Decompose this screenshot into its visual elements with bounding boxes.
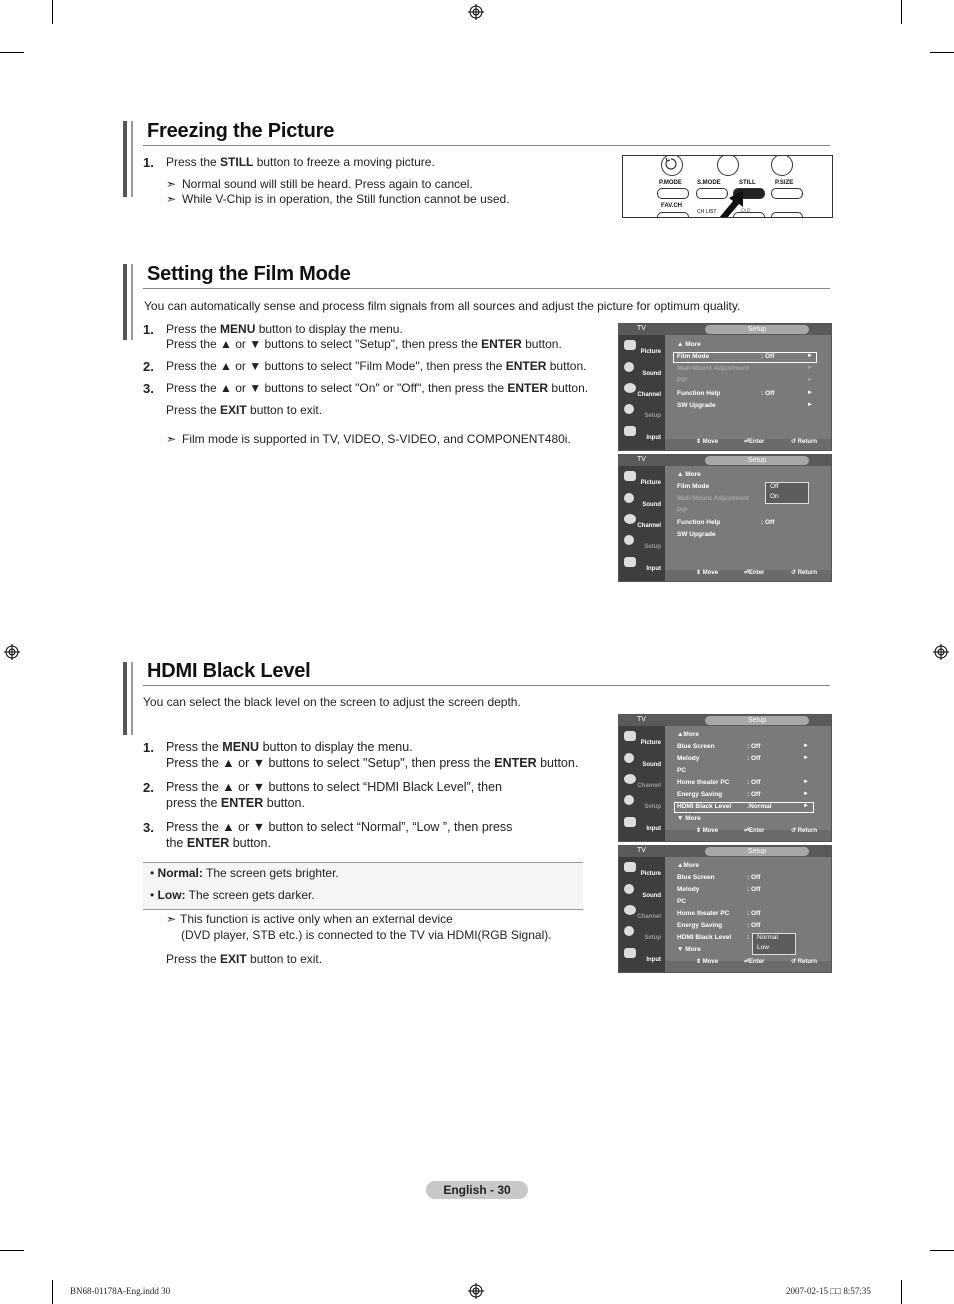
- note-arrow-icon: ➣: [166, 177, 177, 191]
- menu-side-item: Picture: [621, 337, 663, 357]
- step-text: Press the ▲ or ▼ buttons to select "Film Mode", then press the ENTER button.: [166, 359, 587, 373]
- crop-mark: [52, 0, 53, 24]
- menu-value: : Off: [761, 519, 775, 526]
- channel-icon: [624, 774, 636, 784]
- note-text: ➣ This function is active only when an external device: [166, 912, 453, 926]
- picture-icon: [624, 731, 636, 741]
- menu-footer-enter: ⏎Enter: [744, 439, 765, 445]
- intro-text: You can select the black level on the screen to adjust the screen depth.: [143, 695, 521, 709]
- option-selected: Normal: [757, 934, 778, 941]
- arrow-right-icon: ►: [803, 791, 809, 797]
- section-bar: [131, 662, 133, 735]
- remote-label: CH LIST: [697, 209, 717, 215]
- step-number: 2.: [143, 780, 154, 795]
- arrow-right-icon: ►: [807, 390, 813, 396]
- arrow-right-icon: ►: [803, 803, 809, 809]
- menu-row: Home theater PC: [677, 779, 730, 786]
- note-text: (DVD player, STB etc.) is connected to the TV via HDMI(RGB Signal).: [181, 928, 552, 942]
- section-bar: [131, 264, 133, 340]
- step-text: Press the EXIT button to exit.: [166, 403, 323, 417]
- bullet-item: • Normal: The screen gets brighter.: [150, 866, 339, 880]
- picture-icon: [624, 471, 636, 481]
- note-arrow-icon: ➣: [166, 912, 177, 926]
- bullet-item: • Low: The screen gets darker.: [150, 888, 315, 902]
- menu-footer-enter: ⏎Enter: [744, 570, 765, 576]
- menu-side-item: Picture: [621, 468, 663, 488]
- menu-row: Melody: [677, 886, 700, 893]
- crop-mark: [901, 1280, 902, 1304]
- remote-button: [717, 155, 739, 176]
- menu-title: Setup: [705, 325, 809, 334]
- crop-mark: [930, 52, 954, 53]
- menu-value: : Off: [747, 791, 761, 798]
- sound-icon: [624, 493, 634, 503]
- section-title-film: Setting the Film Mode: [147, 263, 351, 285]
- menu-row: ▼ More: [677, 815, 701, 822]
- menu-footer-enter: ⏎Enter: [744, 828, 765, 834]
- menu-footer-enter: ⏎Enter: [744, 959, 765, 965]
- note-text: ➣ While V-Chip is in operation, the Still function cannot be used.: [166, 192, 510, 206]
- remote-label: STILL: [739, 180, 756, 186]
- input-icon: [624, 817, 636, 827]
- menu-row: SW Upgrade: [677, 402, 716, 409]
- menu-row: Blue Screen: [677, 743, 715, 750]
- menu-source-label: TV: [637, 716, 646, 723]
- section-bar: [123, 662, 127, 735]
- sound-icon: [624, 753, 634, 763]
- remote-button: [771, 212, 803, 218]
- menu-value: : Off: [747, 874, 761, 881]
- menu-row: Film Mode: [677, 483, 710, 490]
- arrow-right-icon: ►: [807, 377, 813, 383]
- menu-row: SW Upgrade: [677, 531, 716, 538]
- crop-mark: [0, 1250, 24, 1251]
- menu-side-item: Picture: [621, 728, 663, 748]
- menu-value: : Off: [747, 779, 761, 786]
- menu-footer-move: ⇕ Move: [696, 828, 719, 834]
- remote-button: [771, 188, 803, 199]
- note-text: ➣ Film mode is supported in TV, VIDEO, S-VIDEO, and COMPONENT480i.: [166, 432, 571, 446]
- tv-menu-screenshot: [618, 845, 832, 973]
- tv-menu-screenshot: [618, 714, 832, 842]
- menu-row: HDMI Black Level: [677, 934, 732, 941]
- menu-footer-return: ↺ Return: [791, 959, 818, 965]
- menu-footer-move: ⇕ Move: [696, 439, 719, 445]
- section-title-hdmi: HDMI Black Level: [147, 660, 311, 682]
- menu-value: : Off: [747, 910, 761, 917]
- crop-mark: [930, 1250, 954, 1251]
- picture-icon: [624, 862, 636, 872]
- registration-mark-icon: [933, 644, 949, 660]
- menu-row: PIP: [677, 507, 688, 514]
- tv-menu-screenshot: [618, 323, 832, 451]
- menu-footer-return: ↺ Return: [791, 828, 818, 834]
- section-bar: [123, 121, 127, 197]
- menu-row: PC: [677, 767, 687, 774]
- menu-value: : Off: [747, 755, 761, 762]
- menu-row: Function Help: [677, 390, 721, 397]
- menu-footer-move: ⇕ Move: [696, 570, 719, 576]
- menu-row: Film Mode: [677, 353, 710, 360]
- menu-side-item: Channel: [621, 902, 663, 922]
- section-bar: [123, 264, 127, 340]
- menu-value: : Off: [761, 353, 775, 360]
- menu-title: Setup: [705, 716, 809, 725]
- arrow-right-icon: ►: [807, 353, 813, 359]
- menu-row: PIP: [677, 377, 688, 384]
- file-info: BN68-01178A-Eng.indd 30: [70, 1286, 171, 1296]
- note-arrow-icon: ➣: [166, 192, 177, 206]
- step-number: 2.: [143, 359, 154, 374]
- picture-icon: [624, 340, 636, 350]
- menu-row: Blue Screen: [677, 874, 715, 881]
- registration-mark-icon: [468, 4, 484, 20]
- remote-label: S.MODE: [697, 180, 721, 186]
- section-title-freeze: Freezing the Picture: [147, 120, 335, 142]
- menu-source-label: TV: [637, 456, 646, 463]
- crop-mark: [901, 0, 902, 24]
- menu-row: PC: [677, 898, 687, 905]
- arrow-right-icon: ►: [807, 402, 813, 408]
- setup-icon: [624, 926, 634, 936]
- arrow-right-icon: ►: [803, 743, 809, 749]
- menu-row: ▲More: [677, 731, 699, 738]
- remote-button: [657, 212, 689, 218]
- menu-value: :: [747, 934, 750, 941]
- step-text: Press the MENU button to display the menu.: [166, 322, 403, 336]
- channel-icon: [624, 905, 636, 915]
- remote-button: [657, 188, 689, 199]
- step-text: Press the ▲ or ▼ button to select “Normal”, “Low ”, then press: [166, 820, 513, 834]
- remote-button: [771, 155, 793, 176]
- step-number: 3.: [143, 820, 154, 835]
- pointer-arrow-icon: [699, 188, 749, 218]
- section-rule: [143, 145, 830, 146]
- menu-value: : Off: [747, 922, 761, 929]
- menu-row: Wall-Mount Adjustment: [677, 495, 750, 502]
- menu-source-label: TV: [637, 847, 646, 854]
- option: Low: [757, 944, 769, 951]
- menu-side-item: Channel: [621, 771, 663, 791]
- menu-side-item: Setup: [621, 792, 663, 812]
- channel-icon: [624, 383, 636, 393]
- menu-side-item: Setup: [621, 532, 663, 552]
- menu-row: ▲ More: [677, 471, 701, 478]
- note-text: ➣ Normal sound will still be heard. Press again to cancel.: [166, 177, 473, 191]
- step-text: Press the ▲ or ▼ buttons to select “HDMI Black Level”, then: [166, 780, 502, 794]
- section-bar: [131, 121, 133, 197]
- tv-menu-screenshot: [618, 454, 832, 582]
- setup-icon: [624, 404, 634, 414]
- menu-side-item: Input: [621, 423, 663, 443]
- menu-side-item: Channel: [621, 380, 663, 400]
- step-text: Press the ▲ or ▼ buttons to select "Setup", then press the ENTER button.: [166, 337, 562, 351]
- menu-side-item: Picture: [621, 859, 663, 879]
- menu-side-item: Sound: [621, 359, 663, 379]
- menu-side-item: Setup: [621, 923, 663, 943]
- menu-row: Wall-Mount Adjustment: [677, 365, 750, 372]
- step-text: press the ENTER button.: [166, 796, 305, 810]
- option: On: [770, 493, 779, 500]
- setup-icon: [624, 535, 634, 545]
- arrow-right-icon: ►: [803, 779, 809, 785]
- menu-side-item: Sound: [621, 750, 663, 770]
- power-cycle-icon: [664, 157, 678, 171]
- menu-row: Energy Saving: [677, 922, 723, 929]
- sound-icon: [624, 884, 634, 894]
- step-text: the ENTER button.: [166, 836, 271, 850]
- input-icon: [624, 948, 636, 958]
- menu-footer-return: ↺ Return: [791, 439, 818, 445]
- step-number: 1.: [143, 322, 154, 337]
- menu-side-item: Input: [621, 945, 663, 965]
- step-text: Press the ▲ or ▼ buttons to select "Setup", then press the ENTER button.: [166, 756, 579, 770]
- menu-value: : Off: [761, 390, 775, 397]
- print-timestamp: 2007-02-15 □□ 8:57:35: [786, 1286, 871, 1296]
- page-number: English - 30: [426, 1181, 528, 1199]
- menu-title: Setup: [705, 847, 809, 856]
- setup-icon: [624, 795, 634, 805]
- menu-row: ▲ More: [677, 341, 701, 348]
- menu-side-item: Sound: [621, 881, 663, 901]
- menu-value: : Off: [747, 886, 761, 893]
- step-number: 3.: [143, 381, 154, 396]
- step-text: Press the ▲ or ▼ buttons to select "On" or "Off", then press the ENTER button.: [166, 381, 589, 395]
- menu-value: :Normal: [747, 803, 772, 810]
- intro-text: You can automatically sense and process film signals from all sources and adjust the picture for optimum quality.: [144, 299, 741, 313]
- menu-value: : Off: [747, 743, 761, 750]
- crop-mark: [52, 1280, 53, 1304]
- menu-source-label: TV: [637, 325, 646, 332]
- menu-footer-move: ⇕ Move: [696, 959, 719, 965]
- menu-side-item: Setup: [621, 401, 663, 421]
- step-text: Press the STILL button to freeze a moving picture.: [166, 155, 435, 169]
- remote-label: P.MODE: [659, 180, 682, 186]
- note-arrow-icon: ➣: [166, 432, 177, 446]
- menu-row: Home theater PC: [677, 910, 730, 917]
- section-rule: [143, 685, 830, 686]
- step-text: Press the MENU button to display the menu.: [166, 740, 413, 754]
- menu-row: Melody: [677, 755, 700, 762]
- section-rule: [143, 288, 830, 289]
- menu-row: ▲More: [677, 862, 699, 869]
- step-text: Press the EXIT button to exit.: [166, 952, 323, 966]
- input-icon: [624, 426, 636, 436]
- remote-illustration: [622, 155, 833, 218]
- sound-icon: [624, 362, 634, 372]
- menu-side-item: Input: [621, 814, 663, 834]
- registration-mark-icon: [468, 1283, 484, 1299]
- step-number: 1.: [143, 740, 154, 755]
- menu-side-item: Input: [621, 554, 663, 574]
- option-selected: Off: [770, 483, 779, 490]
- menu-footer-return: ↺ Return: [791, 570, 818, 576]
- remote-label: FAV.CH: [661, 203, 683, 209]
- menu-row: Function Help: [677, 519, 721, 526]
- input-icon: [624, 557, 636, 567]
- menu-title: Setup: [705, 456, 809, 465]
- menu-row: ▼ More: [677, 946, 701, 953]
- menu-row: Energy Saving: [677, 791, 723, 798]
- crop-mark: [0, 52, 24, 53]
- remote-label: P.SIZE: [775, 180, 794, 186]
- menu-side-item: Sound: [621, 490, 663, 510]
- menu-row: HDMI Black Level: [677, 803, 732, 810]
- step-number: 1.: [143, 155, 154, 170]
- channel-icon: [624, 514, 636, 524]
- arrow-right-icon: ►: [803, 755, 809, 761]
- menu-side-item: Channel: [621, 511, 663, 531]
- arrow-right-icon: ►: [807, 365, 813, 371]
- registration-mark-icon: [4, 644, 20, 660]
